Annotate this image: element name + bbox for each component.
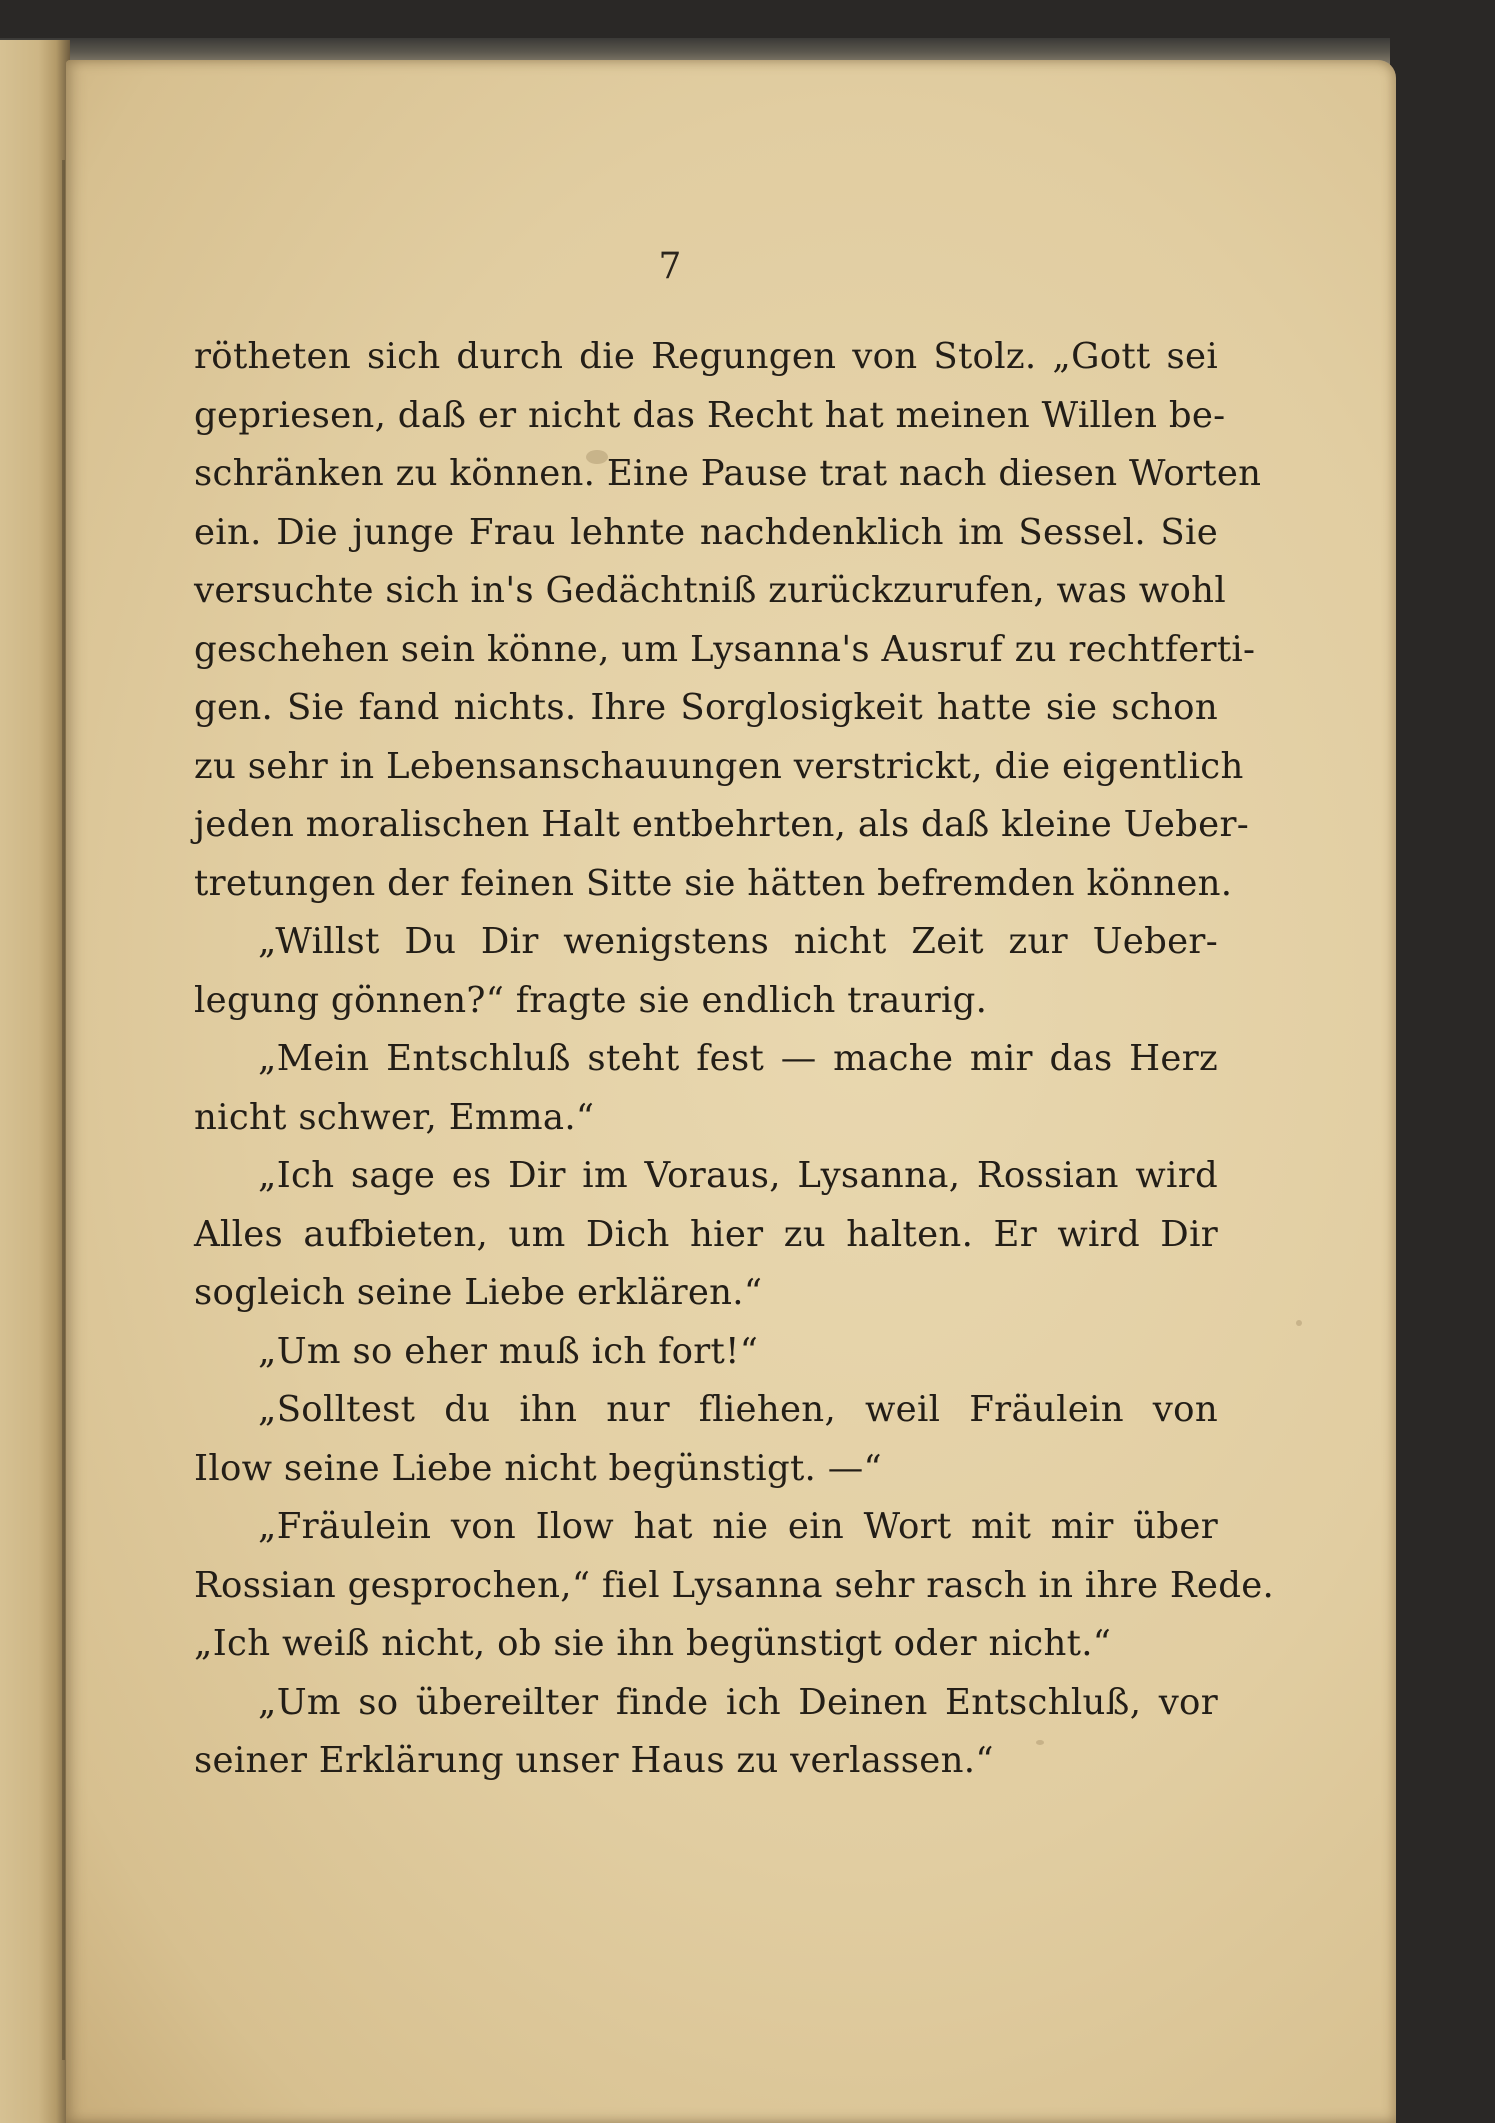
text-line: ein. Die junge Frau lehnte nachdenklich im Sessel. Sie bbox=[194, 511, 1218, 553]
text-line: Alles aufbieten, um Dich hier zu halten. Er wird Dir bbox=[194, 1213, 1218, 1255]
text-line: „Ich weiß nicht, ob sie ihn begünstigt oder nicht.“ bbox=[194, 1623, 1112, 1664]
body-text bbox=[194, 328, 1275, 1791]
text-line: „Mein Entschluß steht fest — mache mir das Herz bbox=[258, 1038, 1218, 1079]
text-line: Rossian gesprochen,“ fiel Lysanna sehr rasch in ihre Rede. bbox=[194, 1564, 1275, 1606]
text-line: versuchte sich in's Gedächtniß zurückzurufen, was wohl bbox=[194, 570, 1226, 611]
text-line: „Willst Du Dir wenigstens nicht Zeit zur Ueber- bbox=[258, 921, 1218, 962]
text-line: „Solltest du ihn nur fliehen, weil Fräulein von bbox=[258, 1389, 1218, 1430]
text-line: „Ich sage es Dir im Voraus, Lysanna, Rossian wird bbox=[258, 1155, 1218, 1196]
gutter-line bbox=[62, 160, 65, 2060]
page-number: 7 bbox=[658, 246, 682, 287]
text-line: jeden moralischen Halt entbehrten, als daß kleine Ueber- bbox=[194, 804, 1250, 845]
text-line: zu sehr in Lebensanschauungen verstrickt, die eigentlich bbox=[194, 745, 1244, 787]
text-line: sogleich seine Liebe erklären.“ bbox=[194, 1272, 763, 1313]
paper-stain bbox=[1296, 1320, 1302, 1326]
text-line: geschehen sein könne, um Lysanna's Ausruf zu rechtferti- bbox=[194, 628, 1256, 670]
text-line: gen. Sie fand nichts. Ihre Sorglosigkeit hatte sie schon bbox=[194, 687, 1218, 728]
text-line: Ilow seine Liebe nicht begünstigt. —“ bbox=[194, 1447, 882, 1489]
text-line: schränken zu können. Eine Pause trat nach diesen Worten bbox=[194, 453, 1262, 494]
text-line: nicht schwer, Emma.“ bbox=[194, 1096, 595, 1138]
text-line: gepriesen, daß er nicht das Recht hat meinen Willen be- bbox=[194, 394, 1226, 436]
previous-page-edge bbox=[0, 40, 70, 2123]
text-line: tretungen der feinen Sitte sie hätten befremden können. bbox=[194, 862, 1233, 904]
text-line: „Um so übereilter finde ich Deinen Entschluß, vor bbox=[258, 1681, 1218, 1723]
text-line: röthеten sich durch die Regungen von Stolz. „Gott sei bbox=[194, 336, 1218, 377]
text-line: seiner Erklärung unser Haus zu verlassen.“ bbox=[194, 1740, 994, 1781]
text-line: legung gönnen?“ fragte sie endlich traurig. bbox=[194, 979, 988, 1021]
text-line: „Um so eher muß ich fort!“ bbox=[258, 1330, 759, 1372]
text-line: „Fräulein von Ilow hat nie ein Wort mit mir über bbox=[258, 1506, 1218, 1547]
